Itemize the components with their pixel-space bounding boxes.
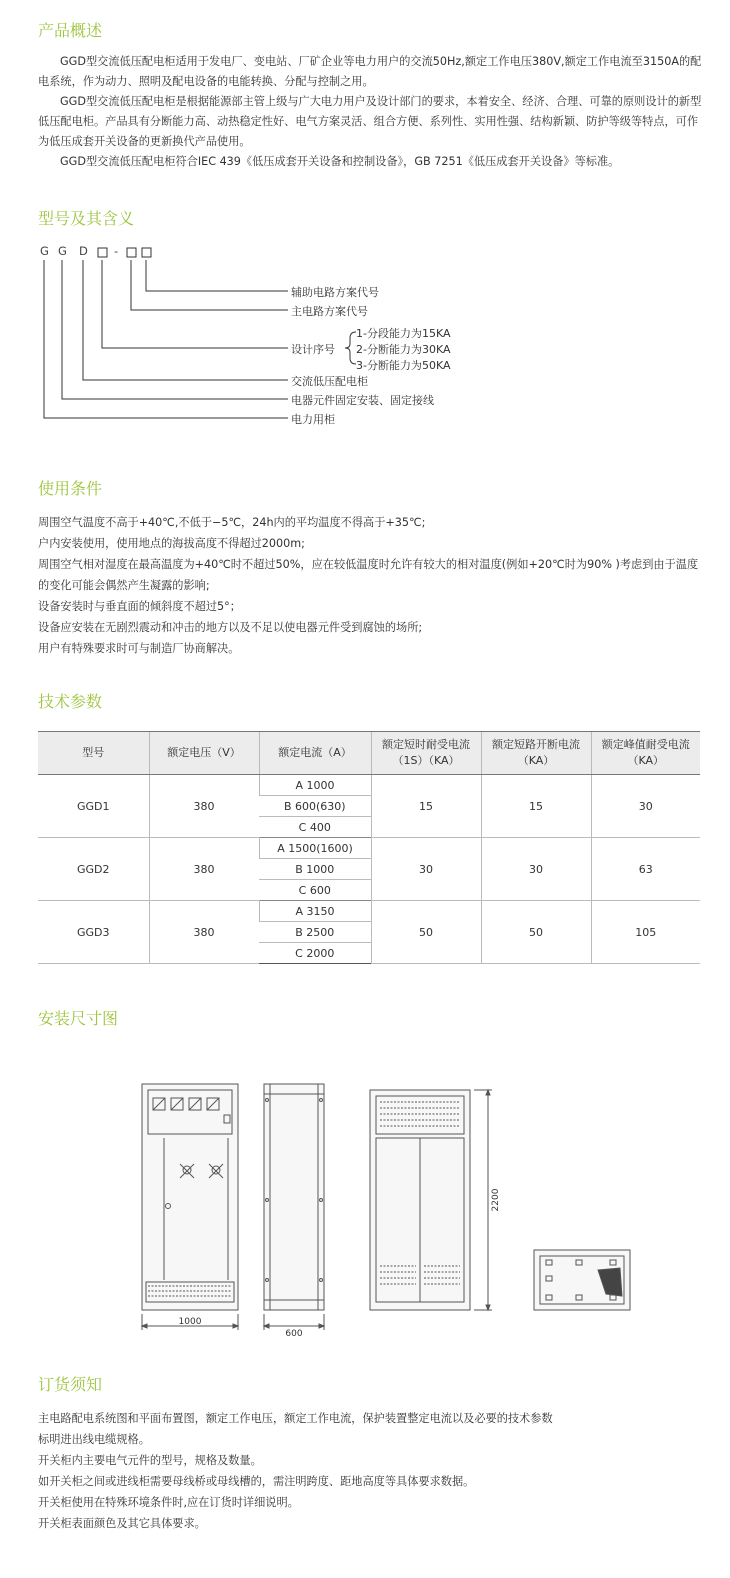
ordering-item: 开关柜表面颜色及其它具体要求。 — [38, 1517, 206, 1530]
conditions-list — [38, 512, 703, 659]
header-breaking: 额定短路开断电流（KA） — [481, 732, 591, 775]
cell-voltage: 380 — [149, 901, 259, 964]
cell-current: A 3150 — [259, 901, 371, 922]
spec-table — [38, 731, 700, 964]
cell-peak: 30 — [591, 775, 700, 838]
label-fixed-install: 电器元件固定安装、固定接线 — [291, 394, 434, 407]
ordering-item: 主电路配电系统图和平面布置图，额定工作电压，额定工作电流，保护装置整定电流以及必要的技术参数 — [38, 1412, 553, 1425]
model-code-diagram — [38, 240, 498, 440]
cell-current: C 2000 — [259, 943, 371, 964]
label-aux-circuit: 辅助电路方案代号 — [291, 286, 379, 299]
table-row — [38, 775, 700, 796]
section-title-overview: 产品概述 — [38, 21, 103, 40]
header-voltage: 额定电压（V） — [149, 732, 259, 775]
code-box-2 — [127, 248, 136, 257]
header-model: 型号 — [38, 732, 149, 775]
cell-model: GGD1 — [38, 775, 149, 838]
section-title-params: 技术参数 — [38, 692, 103, 711]
cell-short-time: 15 — [371, 775, 481, 838]
code-letter-d: D — [79, 244, 88, 258]
cell-short-time: 50 — [371, 901, 481, 964]
table-header-row — [38, 732, 700, 775]
code-letter-g1: G — [40, 244, 49, 258]
cell-breaking: 15 — [481, 775, 591, 838]
dimension-height: 2200 — [491, 1188, 501, 1212]
overview-paragraph-3: GGD型交流低压配电柜符合IEC 439《低压成套开关设备和控制设备》，GB 7251《低压成套开关设备》等标准。 — [60, 155, 620, 168]
label-ac-cabinet: 交流低压配电柜 — [291, 375, 368, 388]
condition-item: 周围空气相对湿度在最高温度为+40℃时不超过50%，应在较低温度时允许有较大的相对温度(例如+20℃时为90% )考虑到由于温度的变化可能会偶然产生凝露的影响; — [38, 558, 699, 592]
condition-item: 周围空气温度不高于+40℃,不低于−5℃，24h内的平均温度不得高于+35℃; — [38, 516, 426, 529]
header-current: 额定电流（A） — [259, 732, 371, 775]
cell-current: C 400 — [259, 817, 371, 838]
ordering-list — [38, 1408, 703, 1534]
plan-view — [534, 1250, 630, 1310]
label-option-3: 3-分断能力为50KA — [356, 359, 451, 372]
cell-current: B 600(630) — [259, 796, 371, 817]
table-row — [38, 901, 700, 922]
code-box-3 — [142, 248, 151, 257]
cell-model: GGD2 — [38, 838, 149, 901]
condition-item: 户内安装使用，使用地点的海拔高度不得超过2000m; — [38, 537, 305, 550]
section-title-ordering: 订货须知 — [38, 1375, 103, 1394]
cell-current: B 2500 — [259, 922, 371, 943]
code-dash: - — [114, 244, 119, 258]
cell-short-time: 30 — [371, 838, 481, 901]
cell-breaking: 50 — [481, 901, 591, 964]
ordering-item: 如开关柜之间或进线柜需要母线桥或母线槽的，需注明跨度、距地高度等具体要求数据。 — [38, 1475, 475, 1488]
cell-model: GGD3 — [38, 901, 149, 964]
install-dimension-drawing — [120, 1070, 640, 1340]
section-title-install: 安装尺寸图 — [38, 1009, 119, 1028]
code-box-1 — [98, 248, 107, 257]
table-row — [38, 838, 700, 859]
ordering-item: 开关柜使用在特殊环境条件时,应在订货时详细说明。 — [38, 1496, 299, 1509]
cell-current: C 600 — [259, 880, 371, 901]
code-letter-g2: G — [58, 244, 67, 258]
cell-voltage: 380 — [149, 838, 259, 901]
cell-current: B 1000 — [259, 859, 371, 880]
label-option-1: 1-分段能力为15KA — [356, 327, 451, 340]
dimension-depth: 600 — [285, 1329, 303, 1339]
label-design-no: 设计序号 — [291, 343, 335, 356]
label-main-circuit: 主电路方案代号 — [291, 305, 368, 318]
label-power-cabinet: 电力用柜 — [291, 413, 335, 426]
overview-paragraph-2: GGD型交流低压配电柜是根据能源部主管上级与广大电力用户及设计部门的要求，本着安全、经济、合理、可靠的原则设计的新型低压配电柜。产品具有分断能力高、动热稳定性好、电气方案灵活、组合方便、系列性、实用性强、结构新颖、防护等级等特点，可作为低压成套开关设备的更新换代产品使用。 — [38, 95, 702, 148]
ordering-item: 标明进出线电缆规格。 — [38, 1433, 150, 1446]
rear-view — [370, 1090, 492, 1310]
condition-item: 用户有特殊要求时可与制造厂协商解决。 — [38, 642, 240, 655]
overview-text — [38, 52, 703, 172]
cell-peak: 105 — [591, 901, 700, 964]
section-title-model: 型号及其含义 — [38, 209, 135, 228]
cell-peak: 63 — [591, 838, 700, 901]
cell-current: A 1500(1600) — [259, 838, 371, 859]
cell-breaking: 30 — [481, 838, 591, 901]
cell-voltage: 380 — [149, 775, 259, 838]
front-view — [142, 1084, 238, 1330]
cell-current: A 1000 — [259, 775, 371, 796]
section-title-conditions: 使用条件 — [38, 479, 103, 498]
overview-paragraph-1: GGD型交流低压配电柜适用于发电厂、变电站、厂矿企业等电力用户的交流50Hz,额定工作电压380V,额定工作电流至3150A的配电系统，作为动力、照明及配电设备的电能转换、分配与控制之用。 — [38, 55, 702, 88]
header-peak: 额定峰值耐受电流（KA） — [591, 732, 700, 775]
condition-item: 设备安装时与垂直面的倾斜度不超过5°； — [38, 600, 241, 613]
side-view — [264, 1084, 324, 1330]
ordering-item: 开关柜内主要电气元件的型号，规格及数量。 — [38, 1454, 262, 1467]
dimension-width: 1000 — [178, 1317, 202, 1327]
label-option-2: 2-分断能力为30KA — [356, 343, 451, 356]
header-short-time: 额定短时耐受电流（1S）（KA） — [371, 732, 481, 775]
condition-item: 设备应安装在无剧烈震动和冲击的地方以及不足以使电器元件受到腐蚀的场所; — [38, 621, 423, 634]
